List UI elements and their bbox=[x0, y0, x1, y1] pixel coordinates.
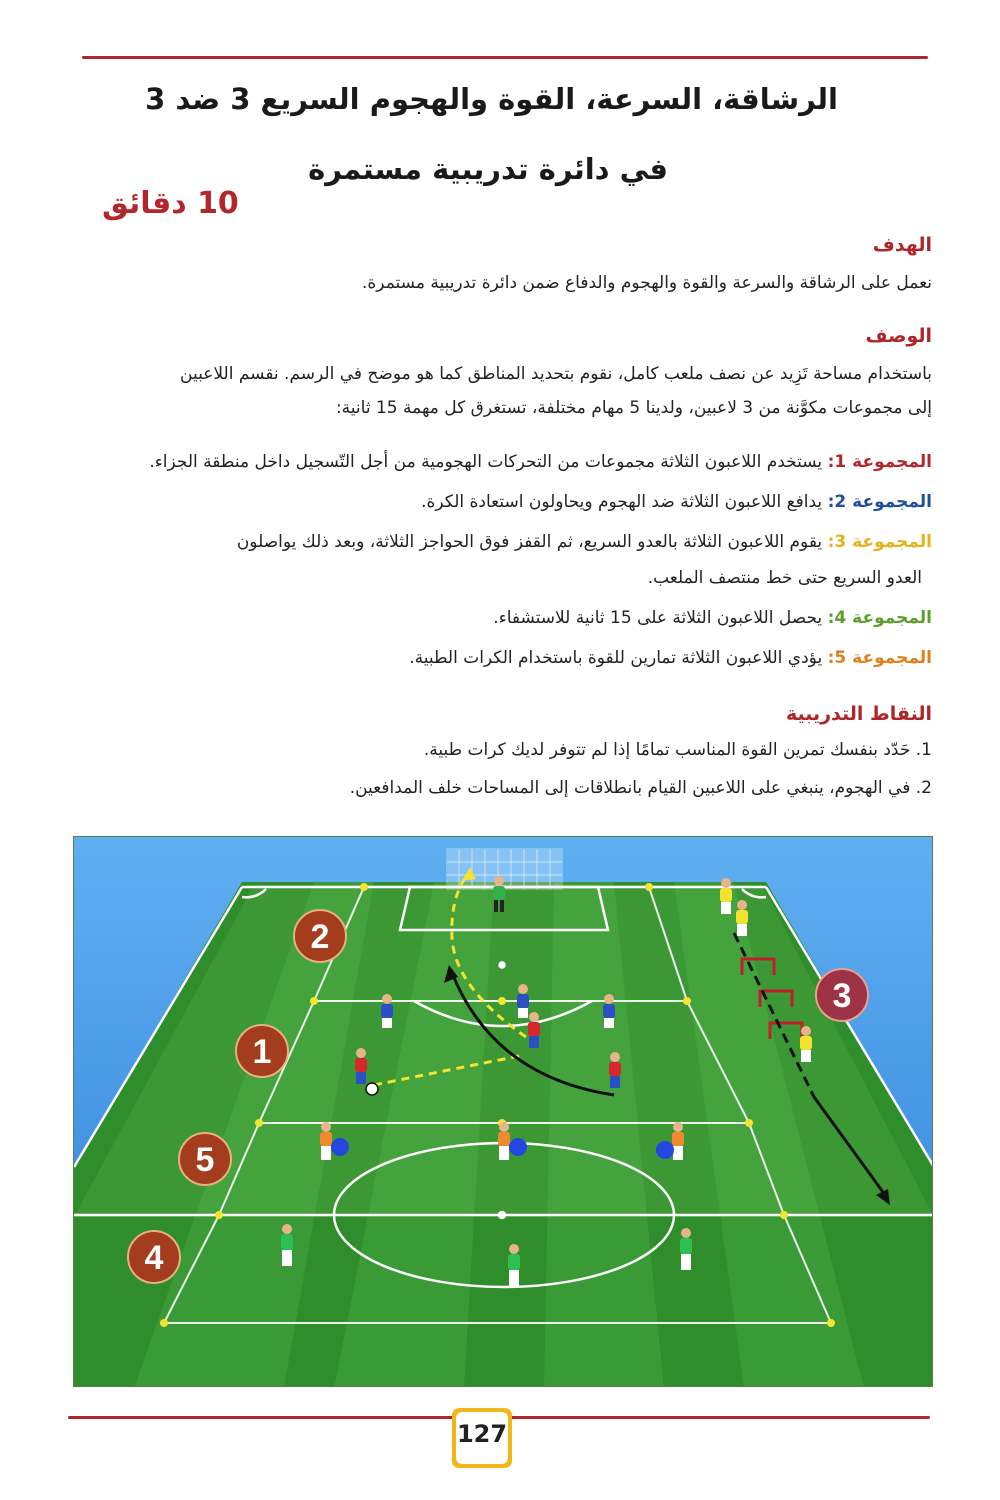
group-4-text: يحصل اللاعبون الثلاثة على 15 ثانية للاستشفاء. bbox=[493, 608, 823, 628]
coaching-points-heading: النقاط التدريبية bbox=[785, 703, 932, 725]
description-heading: الوصف bbox=[865, 325, 932, 347]
pitch-svg bbox=[74, 837, 933, 1387]
zone-badge-4 bbox=[128, 1231, 180, 1283]
group-3-name: المجموعة 3: bbox=[827, 532, 932, 552]
zone-badge-1 bbox=[236, 1025, 288, 1077]
description-line2: إلى مجموعات مكوَّنة من 3 لاعبين، ولدينا 5 مهام مختلفة، تستغرق كل مهمة 15 ثانية: bbox=[335, 398, 932, 418]
page-number: 127 bbox=[456, 1420, 508, 1448]
training-diagram bbox=[73, 836, 933, 1387]
group-1-name: المجموعة 1: bbox=[827, 452, 932, 472]
zone-label-5: 5 bbox=[195, 1141, 215, 1179]
coaching-point-1: 1. حَدّد بنفسك تمرين القوة المناسب تمامًا إذا لم تتوفر لديك كرات طبية. bbox=[423, 740, 932, 760]
zone-badge-2 bbox=[294, 910, 346, 962]
zone-label-4: 4 bbox=[144, 1239, 164, 1277]
description-line1: باستخدام مساحة تَزِيد عن نصف ملعب كامل، نقوم بتحديد المناطق كما هو موضح في الرسم. نقسم اللاعبين bbox=[180, 364, 932, 384]
zone-label-2: 2 bbox=[310, 918, 330, 956]
coaching-point-2: 2. في الهجوم، ينبغي على اللاعبين القيام بانطلاقات إلى المساحات خلف المدافعين. bbox=[349, 778, 932, 798]
group-5-name: المجموعة 5: bbox=[827, 648, 932, 668]
objective-text: نعمل على الرشاقة والسرعة والقوة والهجوم والدفاع ضمن دائرة تدريبية مستمرة. bbox=[362, 273, 932, 293]
top-rule bbox=[82, 56, 928, 59]
group-1-item bbox=[149, 445, 932, 479]
zone-label-1: 1 bbox=[252, 1033, 272, 1071]
group-4-name: المجموعة 4: bbox=[827, 608, 932, 628]
group-2-text: يدافع اللاعبون الثلاثة ضد الهجوم ويحاولون استعادة الكرة. bbox=[421, 492, 823, 512]
goal bbox=[447, 849, 562, 889]
group-3-text: يقوم اللاعبون الثلاثة بالعدو السريع، ثم القفز فوق الحواجز الثلاثة، وبعد ذلك يواصلون bbox=[236, 532, 823, 552]
zone-label-3: 3 bbox=[832, 977, 852, 1015]
duration-label: 10 دقائق bbox=[102, 186, 239, 221]
group-3-item bbox=[237, 525, 932, 559]
zone-badge-3 bbox=[816, 969, 868, 1021]
page-title-line1: الرشاقة، السرعة، القوة والهجوم السريع 3 ضد 3 bbox=[145, 82, 838, 116]
group-2-item bbox=[421, 485, 932, 519]
group-3-text-continued: العدو السريع حتى خط منتصف الملعب. bbox=[647, 568, 922, 588]
group-5-text: يؤدي اللاعبون الثلاثة تمارين للقوة باستخدام الكرات الطبية. bbox=[409, 648, 823, 668]
objective-heading: الهدف bbox=[872, 234, 932, 256]
zone-badge-5 bbox=[179, 1133, 231, 1185]
group-1-text: يستخدم اللاعبون الثلاثة مجموعات من التحركات الهجومية من أجل التّسجيل داخل منطقة الجزاء. bbox=[149, 452, 823, 472]
group-5-item bbox=[409, 641, 932, 675]
ball bbox=[366, 1083, 378, 1095]
group-4-item bbox=[493, 601, 932, 635]
group-2-name: المجموعة 2: bbox=[827, 492, 932, 512]
page-title-line2: في دائرة تدريبية مستمرة bbox=[308, 152, 668, 186]
